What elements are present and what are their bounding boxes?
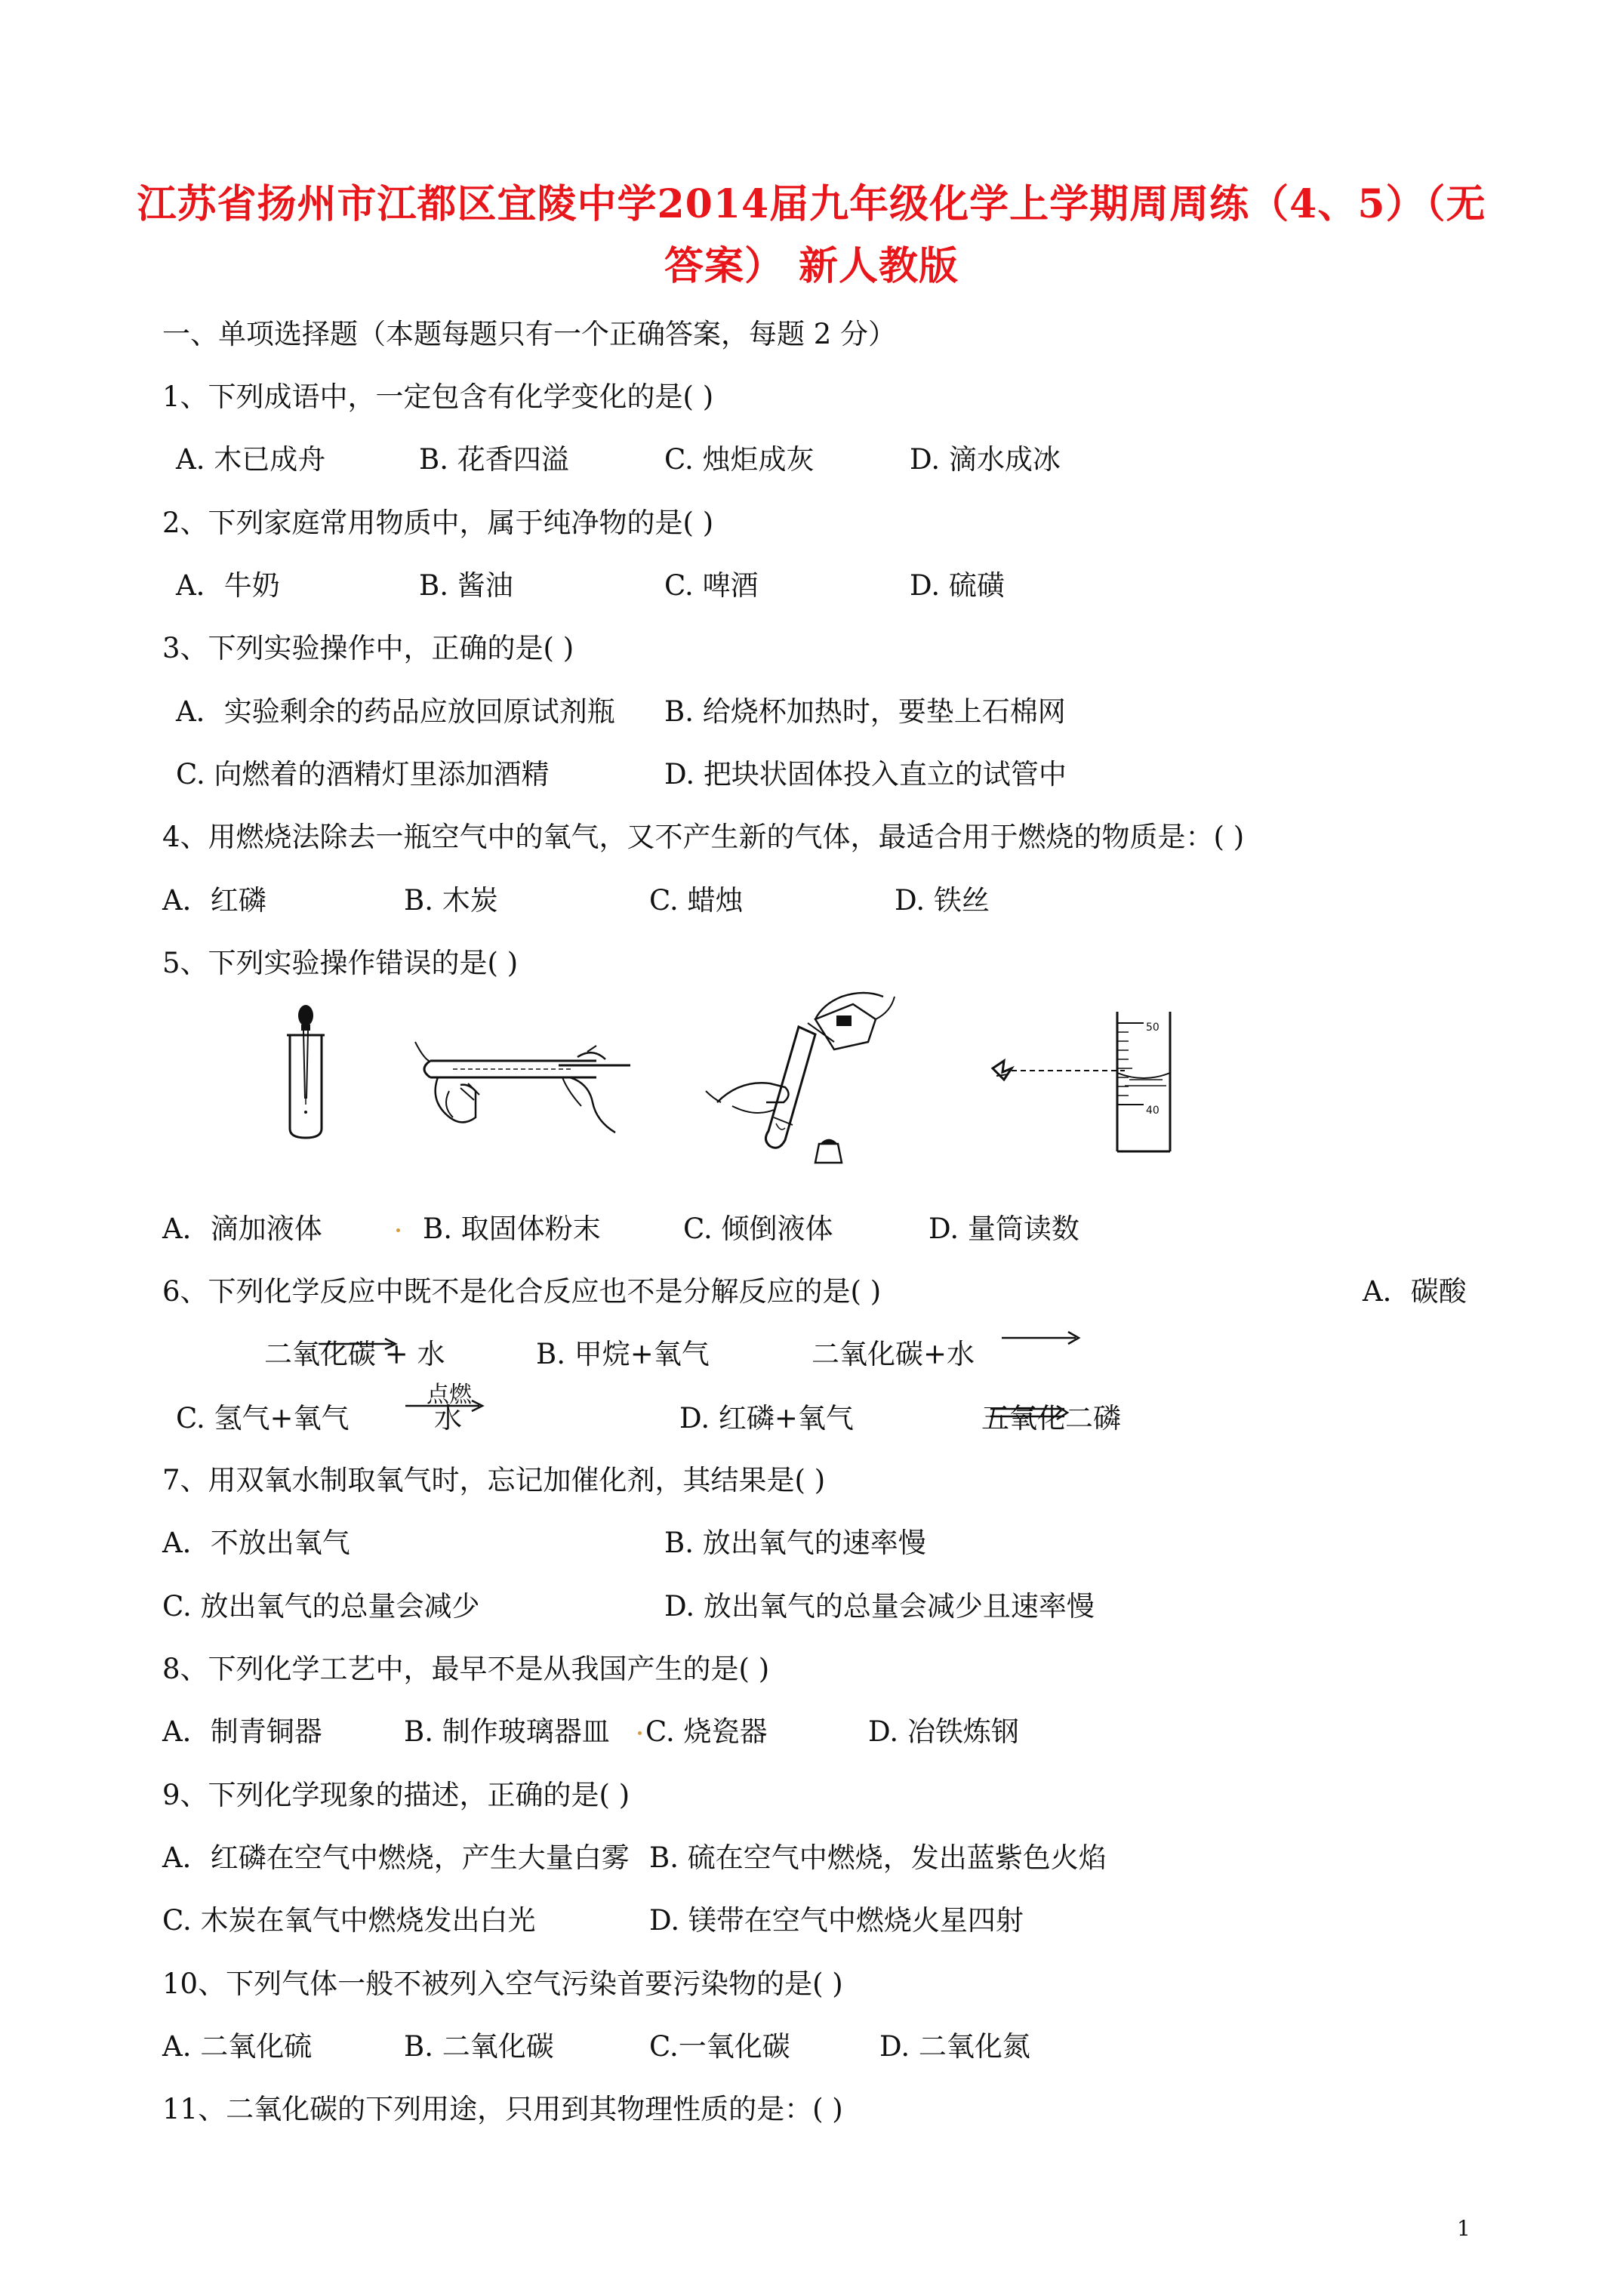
reaction-arrow-d	[989, 1404, 1072, 1422]
q9-option-b: B. 硫在空气中燃烧，发出蓝紫色火焰	[649, 1841, 1107, 1874]
q5-option-c: C. 倾倒液体	[683, 1213, 833, 1245]
q6-option-a-start: A．碳酸	[1363, 1275, 1467, 1308]
q3-option-c: C. 向燃着的酒精灯里添加酒精	[176, 758, 550, 791]
q8-option-a: A．制青铜器	[162, 1715, 322, 1748]
q4-option-a: A．红磷	[162, 884, 266, 917]
q6-option-b: B. 甲烷+氧气	[536, 1338, 710, 1370]
q7-option-a: A．不放出氧气	[162, 1527, 350, 1559]
document-title-line2: 答案） 新人教版	[664, 243, 959, 289]
q9-option-a: A．红磷在空气中燃烧，产生大量白雾	[162, 1841, 630, 1874]
reaction-arrow-a	[317, 1336, 400, 1351]
figure-dropper-test-tube	[279, 1000, 332, 1140]
figure-pouring-liquid	[702, 989, 913, 1170]
q6-option-c-condition: 点燃	[427, 1382, 472, 1408]
q7-option-b: B. 放出氧气的速率慢	[664, 1527, 926, 1559]
q2-stem: 2、下列家庭常用物质中，属于纯净物的是( )	[162, 507, 714, 539]
q10-option-a: A. 二氧化硫	[162, 2030, 313, 2063]
q10-stem: 10、下列气体一般不被列入空气污染首要污染物的是( )	[162, 1968, 843, 2000]
q1-option-b: B. 花香四溢	[419, 443, 569, 476]
q9-option-d: D. 镁带在空气中燃烧火星四射	[649, 1904, 1024, 1937]
q4-option-b: B. 木炭	[404, 884, 498, 917]
cylinder-label-50: 50	[1146, 1022, 1160, 1034]
q6-option-b-product: 二氧化碳+水	[812, 1338, 975, 1370]
q8-option-c: C. 烧瓷器	[645, 1715, 768, 1748]
q6-option-d-product: 五氧化二磷	[981, 1402, 1121, 1435]
q10-option-c: C.一氧化碳	[649, 2030, 790, 2063]
q6-option-c: C. 氢气+氧气	[176, 1402, 350, 1435]
q1-option-c: C. 烛炬成灰	[664, 443, 815, 476]
q4-option-c: C. 蜡烛	[649, 884, 744, 917]
q5-option-d: D. 量筒读数	[929, 1213, 1079, 1245]
q9-stem: 9、下列化学现象的描述，正确的是( )	[162, 1779, 630, 1811]
reaction-arrow-b	[1000, 1329, 1083, 1347]
q6-option-c-product: 水	[434, 1402, 462, 1435]
q3-option-d: D. 把块状固体投入直立的试管中	[664, 758, 1067, 791]
q2-option-b: B. 酱油	[419, 569, 513, 602]
q7-stem: 7、用双氧水制取氧气时，忘记加催化剂，其结果是( )	[162, 1464, 826, 1496]
q8-stem: 8、下列化学工艺中，最早不是从我国产生的是( )	[162, 1653, 770, 1685]
q2-option-d: D. 硫磺	[910, 569, 1005, 602]
document-title-line1: 江苏省扬州市江都区宜陵中学2014届九年级化学上学期周周练（4、5）（无	[137, 181, 1486, 227]
page-number: 1	[1457, 2216, 1471, 2241]
q3-option-a: A．实验剩余的药品应放回原试剂瓶	[176, 695, 615, 728]
q8-option-d: D. 冶铁炼钢	[868, 1715, 1019, 1748]
stray-mark-2	[638, 1731, 642, 1735]
q8-option-b: B. 制作玻璃器皿	[404, 1715, 610, 1748]
section-heading: 一、单项选择题（本题每题只有一个正确答案，每题 2 分）	[162, 318, 897, 350]
figure-cylinder-reading	[981, 1008, 1208, 1155]
q5-option-a: A．滴加液体	[162, 1213, 322, 1245]
q2-option-c: C. 啤酒	[664, 569, 759, 602]
figure-horizontal-tube-spatula	[408, 1038, 634, 1144]
q3-stem: 3、下列实验操作中，正确的是( )	[162, 632, 574, 664]
q10-option-d: D. 二氧化氮	[879, 2030, 1030, 2063]
q3-option-b: B. 给烧杯加热时，要垫上石棉网	[664, 695, 1066, 728]
q5-stem: 5、下列实验操作错误的是( )	[162, 947, 519, 979]
q1-option-a: A. 木已成舟	[176, 443, 326, 476]
q5-option-b: B. 取固体粉末	[423, 1213, 601, 1245]
q6-stem: 6、下列化学反应中既不是化合反应也不是分解反应的是( )	[162, 1275, 882, 1308]
q1-stem: 1、下列成语中，一定包含有化学变化的是( )	[162, 381, 714, 413]
q7-option-c: C. 放出氧气的总量会减少	[162, 1590, 480, 1623]
q6-option-a-products: 二氧化碳 + 水	[264, 1338, 445, 1370]
q9-option-c: C. 木炭在氧气中燃烧发出白光	[162, 1904, 536, 1937]
cylinder-label-40: 40	[1146, 1105, 1160, 1117]
q10-option-b: B. 二氧化碳	[404, 2030, 554, 2063]
q11-stem: 11、二氧化碳的下列用途，只用到其物理性质的是：( )	[162, 2093, 843, 2125]
stray-mark	[396, 1228, 400, 1232]
q7-option-d: D. 放出氧气的总量会减少且速率慢	[664, 1590, 1095, 1623]
reaction-arrow-c	[404, 1398, 487, 1413]
q2-option-a: A．牛奶	[176, 569, 280, 602]
q6-option-d: D. 红磷+氧气	[679, 1402, 854, 1435]
q4-stem: 4、用燃烧法除去一瓶空气中的氧气，又不产生新的气体，最适合用于燃烧的物质是：( )	[162, 821, 1245, 853]
q1-option-d: D. 滴水成冰	[910, 443, 1061, 476]
q4-option-d: D. 铁丝	[895, 884, 990, 917]
